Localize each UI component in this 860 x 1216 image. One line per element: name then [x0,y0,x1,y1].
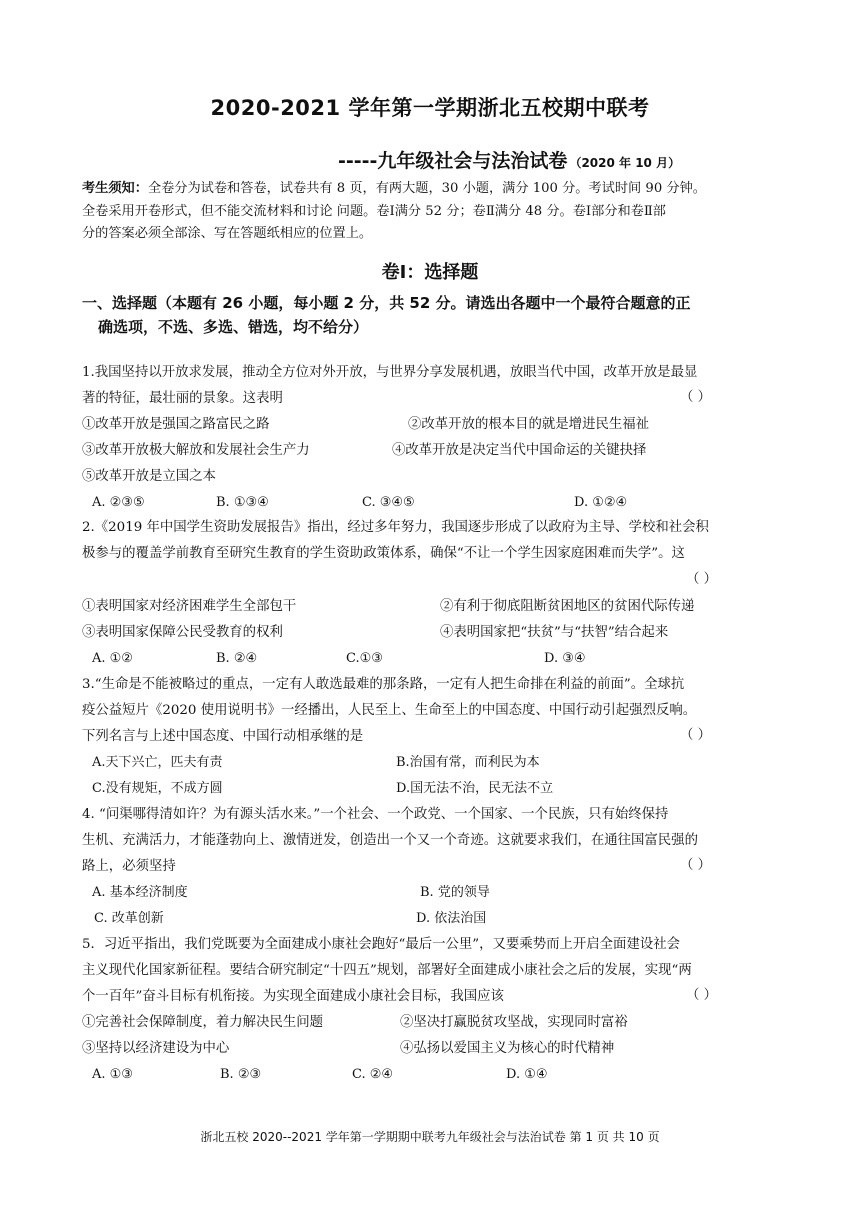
q3-option-b[interactable]: B.治国有常，而利民为本 [396,755,540,770]
volume-heading: 卷Ⅰ：选择题 [381,262,479,283]
section-line-2: 确选项，不选、多选、错选，均不给分） [98,318,369,336]
notice-label: 考生须知： [82,181,148,196]
q1-option-b[interactable]: B. ①③④ [216,495,269,510]
section-instructions [82,291,792,339]
q3-stem-line-2: 疫公益短片《2020 使用说明书》一经播出，人民至上、生命至上的中国态度、中国行动引起强烈反响。 [82,703,697,718]
exam-date: （2020 年 10 月） [569,156,681,170]
q1-statement-4: ④改革开放是决定当代中国命运的关键抉择 [392,443,647,458]
q3-option-c[interactable]: C.没有规矩，不成方圆 [92,781,223,796]
q5-option-b[interactable]: B. ②③ [220,1067,262,1082]
q5-statement-4: ④弘扬以爱国主义为核心的时代精神 [400,1041,615,1056]
q5-option-d[interactable]: D. ①④ [506,1067,548,1082]
q2-statement-4: ④表明国家把“扶贫”与“扶智”结合起来 [440,625,669,640]
q3-option-d[interactable]: D.国无法不治，民无法不立 [396,781,554,796]
q4-option-d[interactable]: D. 依法治国 [416,911,487,926]
q1-option-d[interactable]: D. ①②④ [574,495,628,510]
q2-statement-2: ②有利于彻底阻断贫困地区的贫困代际传递 [440,599,695,614]
q2-answer-blank[interactable]: （ ） [686,572,718,587]
q2-option-c[interactable]: C.①③ [346,651,383,666]
q5-stem-line-1: 5．习近平指出，我们党既要为全面建成小康社会跑好“最后一公里”，又要乘势而上开启全面建设社会 [82,937,681,952]
notice-line-1: 全卷分为试卷和答卷，试卷共有 8 页，有两大题，30 小题，满分 100 分。考试时间 90 分钟。 [147,181,706,196]
candidate-notice [82,178,782,246]
q1-answer-blank[interactable]: （ ） [680,390,712,405]
q5-stem-line-3: 个一百年”奋斗目标有机衔接。为实现全面建成小康社会目标，我国应该 [82,989,504,1004]
q3-option-a[interactable]: A.天下兴亡，匹夫有责 [92,755,223,770]
q3-answer-blank[interactable]: （ ） [680,728,712,743]
q5-statement-2: ②坚决打赢脱贫攻坚战，实现同时富裕 [400,1015,628,1030]
q2-option-d[interactable]: D. ③④ [544,651,586,666]
q2-stem-line-1: 2.《2019 年中国学生资助发展报告》指出，经过多年努力，我国逐步形成了以政府为主导、学校和社会积 [82,520,709,535]
page-footer: 浙北五校 2020--2021 学年第一学期期中联考九年级社会与法治试卷 第 1 页 共 10 页 [200,1130,660,1144]
q2-option-a[interactable]: A. ①② [92,651,133,666]
q2-statement-3: ③表明国家保障公民受教育的权利 [82,625,283,640]
q1-option-a[interactable]: A. ②③⑤ [92,495,145,510]
q5-answer-blank[interactable]: （ ） [686,988,718,1003]
q4-stem-line-1: 4. “问渠哪得清如许？为有源头活水来。”一个社会、一个政党、一个国家、一个民族，只有始终保持 [82,807,669,822]
q1-statement-2: ②改革开放的根本目的就是增进民生福祉 [408,417,650,432]
q4-stem-line-2: 生机、充满活力，才能蓬勃向上、激情迸发，创造出一个又一个奇迹。这就要求我们，在通往国富民强的 [82,833,698,848]
q1-statement-5: ⑤改革开放是立国之本 [82,469,216,484]
q5-option-c[interactable]: C. ②④ [352,1067,394,1082]
subtitle-text: -----九年级社会与法治试卷 [338,150,568,172]
q2-statement-1: ①表明国家对经济困难学生全部包干 [82,599,297,614]
q5-option-a[interactable]: A. ①③ [92,1067,133,1082]
q1-stem-line-1: 1.我国坚持以开放求发展，推动全方位对外开放，与世界分享发展机遇，放眼当代中国，改革开放是最显 [82,365,698,380]
q3-stem-line-3: 下列名言与上述中国态度、中国行动相承继的是 [82,729,364,744]
notice-line-3: 分的答案必须全部涂、写在答题纸相应的位置上。 [82,226,373,241]
q5-statement-3: ③坚持以经济建设为中心 [82,1041,230,1056]
q1-statement-1: ①改革开放是强国之路富民之路 [82,417,270,432]
exam-title: 2020-2021 学年第一学期浙北五校期中联考 [210,96,650,120]
q1-option-c[interactable]: C. ③④⑤ [362,495,415,510]
q1-stem-line-2: 著的特征，最壮丽的景象。这表明 [82,391,283,406]
q3-stem-line-1: 3.“生命是不能被略过的重点，一定有人敢选最难的那条路，一定有人把生命排在利益的前面”。全球抗 [82,677,685,692]
q4-answer-blank[interactable]: （ ） [680,858,712,873]
notice-line-2: 全卷采用开卷形式，但不能交流材料和讨论 问题。卷Ⅰ满分 52 分；卷Ⅱ满分 48 分。卷Ⅰ部分和卷Ⅱ部 [82,203,666,219]
q4-option-a[interactable]: A. 基本经济制度 [92,885,188,900]
section-line-1: 一、选择题（本题有 26 小题，每小题 2 分，共 52 分。请选出各题中一个最符合题意的正 [82,294,691,312]
q5-stem-line-2: 主义现代化国家新征程。要结合研究制定“十四五”规划，部署好全面建成小康社会之后的发展，实现“两 [82,963,692,978]
exam-subtitle [338,146,680,173]
q1-statement-3: ③改革开放极大解放和发展社会生产力 [82,443,310,458]
q5-statement-1: ①完善社会保障制度，着力解决民生问题 [82,1015,324,1030]
q2-option-b[interactable]: B. ②④ [216,651,258,666]
q2-stem-line-2: 极参与的覆盖学前教育至研究生教育的学生资助政策体系，确保“不让一个学生因家庭困难而失学”。这 [82,546,685,561]
q4-option-b[interactable]: B. 党的领导 [420,885,490,900]
q4-stem-line-3: 路上，必须坚持 [82,859,176,874]
q4-option-c[interactable]: C. 改革创新 [94,911,164,926]
